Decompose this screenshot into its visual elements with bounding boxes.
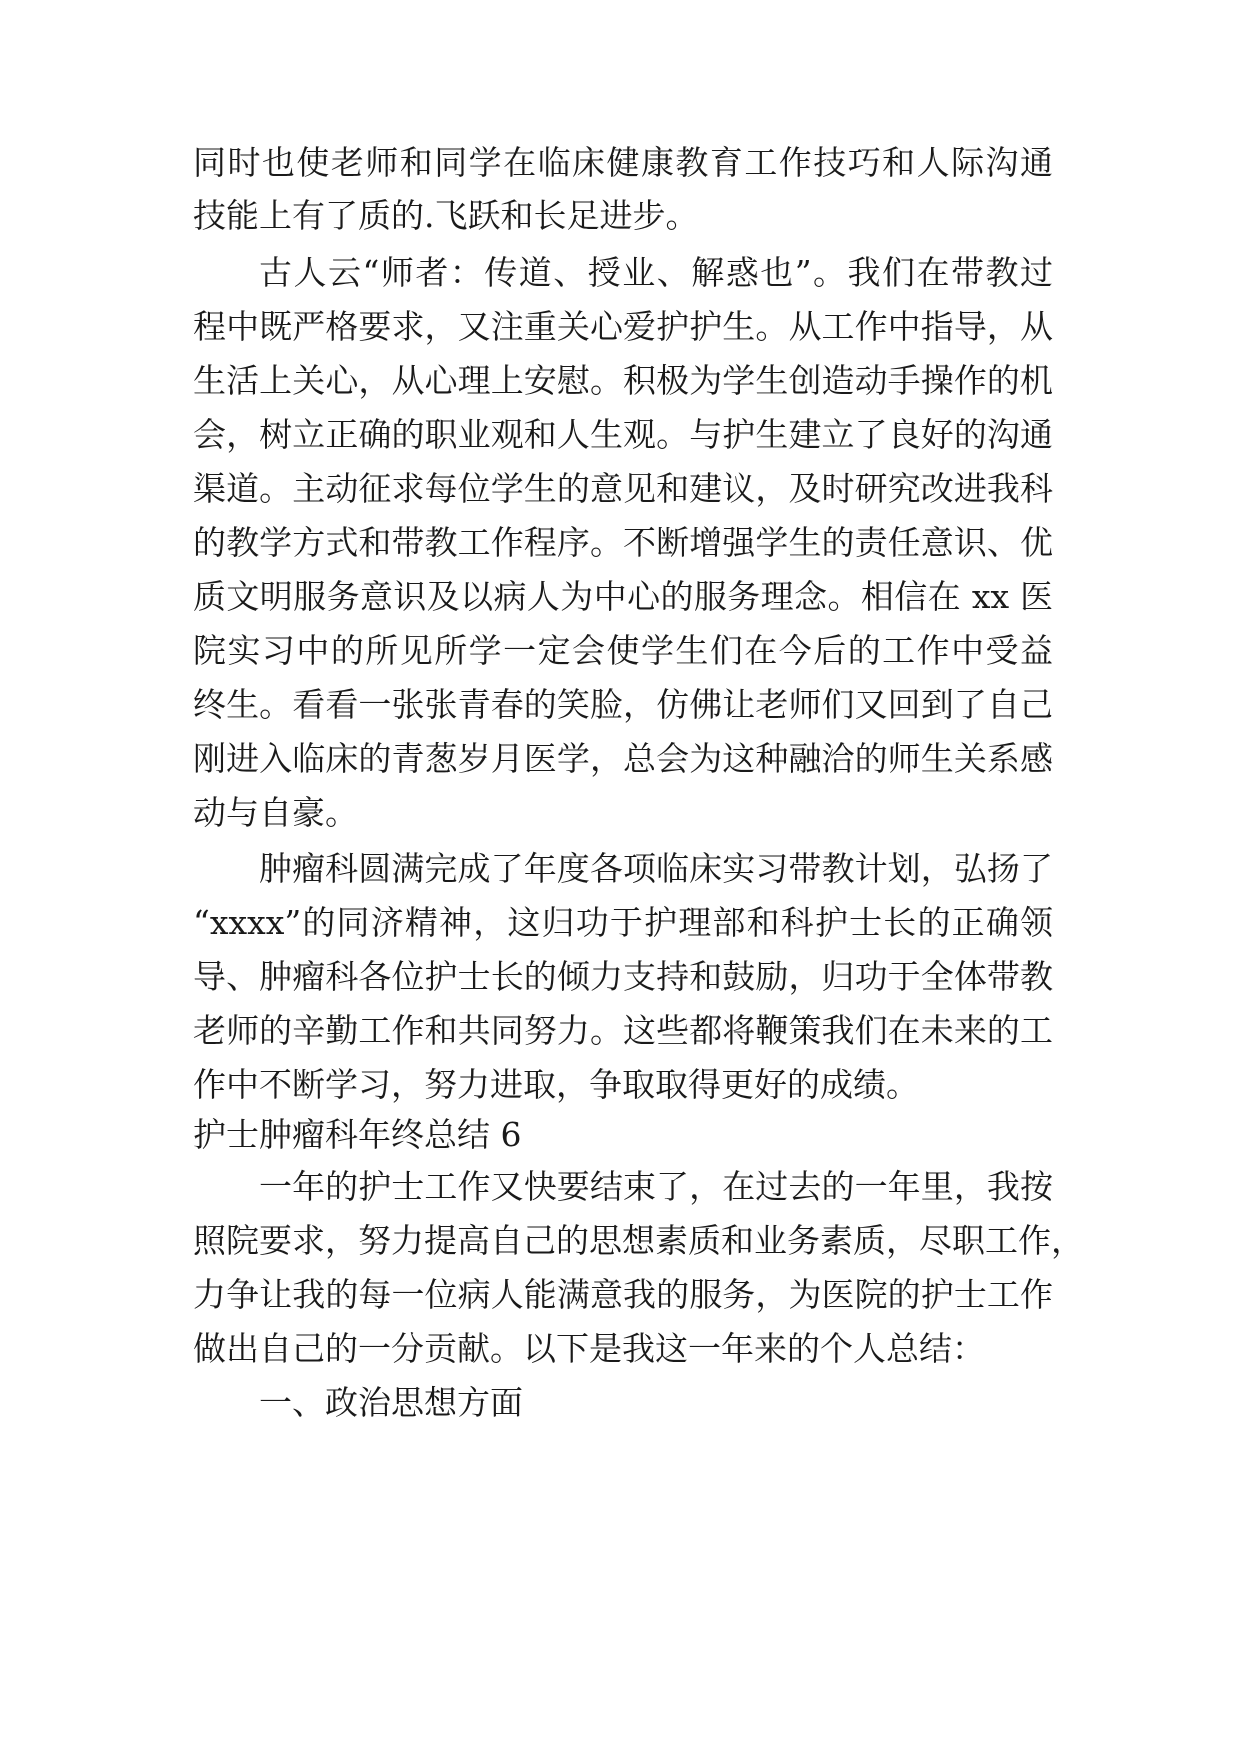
text-line: 一年的护士工作又快要结束了，在过去的一年里，我按 <box>259 1167 1053 1206</box>
text-line: 渠道。主动征求每位学生的意见和建议，及时研究改进我科 <box>193 469 1053 508</box>
text-line: 肿瘤科圆满完成了年度各项临床实习带教计划，弘扬了 <box>259 849 1053 888</box>
section-title: 护士肿瘤科年终总结 6 <box>193 1115 522 1154</box>
text-line: 老师的辛勤工作和共同努力。这些都将鞭策我们在未来的工 <box>193 1011 1053 1050</box>
text-line: 的教学方式和带教工作程序。不断增强学生的责任意识、优 <box>193 523 1053 562</box>
text-line: 做出自己的一分贡献。以下是我这一年来的个人总结： <box>193 1329 985 1368</box>
text-line: 力争让我的每一位病人能满意我的服务，为医院的护士工作 <box>193 1275 1053 1314</box>
text-line: 终生。看看一张张青春的笑脸，仿佛让老师们又回到了自己 <box>193 685 1053 724</box>
text-line: 古人云“师者：传道、授业、解惑也”。我们在带教过 <box>259 253 1053 292</box>
text-line: 照院要求，努力提高自己的思想素质和业务素质，尽职工作， <box>193 1221 1084 1260</box>
text-line: 技能上有了质的.飞跃和长足进步。 <box>193 196 699 235</box>
text-line: 同时也使老师和同学在临床健康教育工作技巧和人际沟通 <box>193 143 1053 182</box>
text-line: 质文明服务意识及以病人为中心的服务理念。相信在 xx 医 <box>193 577 1053 616</box>
text-line: “xxxx”的同济精神，这归功于护理部和科护士长的正确领 <box>193 903 1053 942</box>
text-line: 程中既严格要求，又注重关心爱护护生。从工作中指导，从 <box>193 307 1053 346</box>
text-line: 院实习中的所见所学一定会使学生们在今后的工作中受益 <box>193 631 1053 670</box>
text-line: 生活上关心，从心理上安慰。积极为学生创造动手操作的机 <box>193 361 1053 400</box>
text-line: 会，树立正确的职业观和人生观。与护生建立了良好的沟通 <box>193 415 1053 454</box>
text-line: 导、肿瘤科各位护士长的倾力支持和鼓励，归功于全体带教 <box>193 957 1053 996</box>
text-line: 动与自豪。 <box>193 793 358 832</box>
subheading: 一、政治思想方面 <box>259 1383 523 1422</box>
text-line: 作中不断学习，努力进取，争取取得更好的成绩。 <box>193 1065 919 1104</box>
text-line: 刚进入临床的青葱岁月医学，总会为这种融洽的师生关系感 <box>193 739 1053 778</box>
